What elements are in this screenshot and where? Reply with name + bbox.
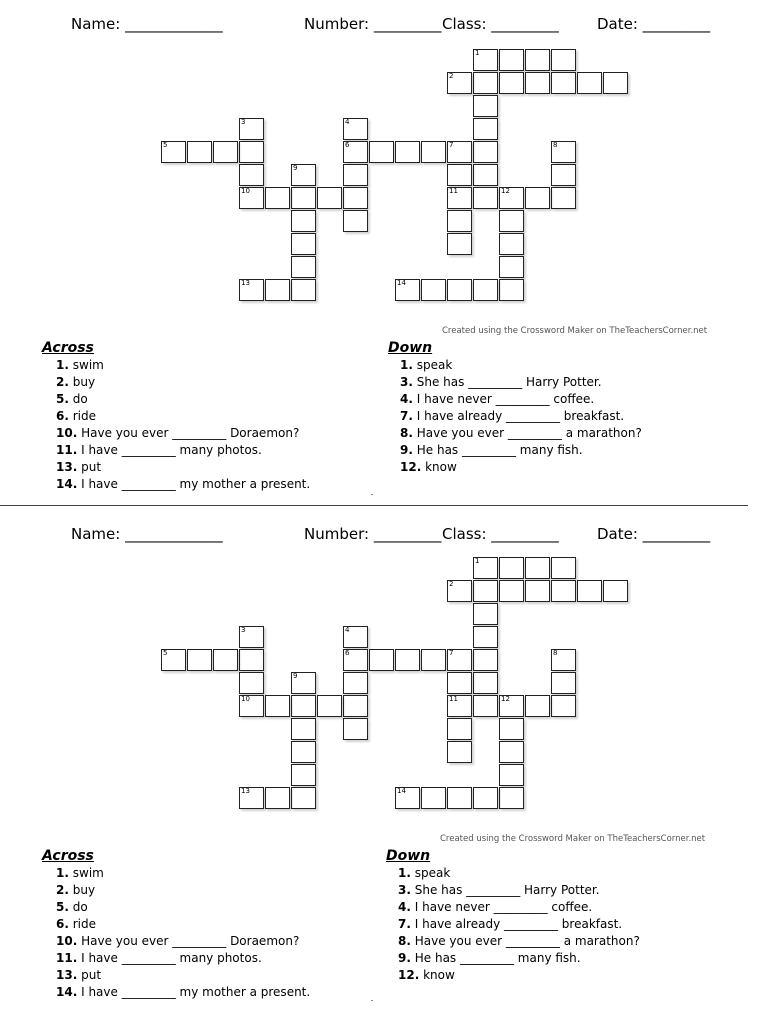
clue-item	[400, 375, 642, 392]
crossword-cell[interactable]	[551, 72, 576, 94]
crossword-cell[interactable]	[499, 210, 524, 232]
clue-number: 3.	[400, 375, 413, 389]
clue-number: 9.	[398, 951, 411, 965]
crossword-cell[interactable]	[343, 118, 368, 140]
crossword-cell[interactable]	[525, 49, 550, 71]
clue-item	[398, 951, 640, 968]
clue-item	[56, 951, 310, 968]
clue-text: buy	[72, 375, 96, 389]
clue-number: 2.	[56, 375, 69, 389]
clue-number: 10.	[56, 426, 78, 440]
clue-item	[398, 900, 640, 917]
clue-text: swim	[72, 358, 104, 372]
crossword-cell[interactable]	[421, 787, 446, 809]
cell-number: 9	[293, 164, 298, 172]
clue-text: Have you ever _________ a marathon?	[414, 934, 640, 948]
crossword-cell[interactable]	[525, 580, 550, 602]
crossword-cell[interactable]	[473, 787, 498, 809]
worksheet-bottom	[0, 510, 768, 1018]
clue-item	[400, 443, 642, 460]
cell-number: 13	[241, 279, 250, 287]
cell-number: 5	[163, 649, 168, 657]
crossword-cell[interactable]	[395, 787, 420, 809]
crossword-cell[interactable]	[343, 718, 368, 740]
clue-text: I have _________ many photos.	[81, 951, 262, 965]
crossword-cell[interactable]	[551, 49, 576, 71]
cell-number: 2	[449, 72, 454, 80]
clue-item	[56, 900, 310, 917]
cell-number: 12	[501, 695, 510, 703]
crossword-cell[interactable]	[317, 695, 342, 717]
clue-item	[400, 460, 642, 477]
crossword-cell[interactable]	[421, 141, 446, 163]
across-heading: Across	[42, 340, 94, 356]
crossword-cell[interactable]	[187, 141, 212, 163]
clue-item	[56, 409, 310, 426]
clue-text: swim	[72, 866, 104, 880]
crossword-cell[interactable]	[291, 233, 316, 255]
crossword-cell[interactable]	[343, 695, 368, 717]
clue-text: speak	[416, 358, 453, 372]
cell-number: 10	[241, 187, 250, 195]
crossword-cell[interactable]	[499, 695, 524, 717]
crossword-cell[interactable]	[577, 580, 602, 602]
number-field-label: Number: _________	[304, 15, 442, 33]
crossword-cell[interactable]	[421, 279, 446, 301]
stray-mark	[371, 1000, 373, 1001]
crossword-cell[interactable]	[473, 95, 498, 117]
across-clue-list	[56, 358, 310, 494]
cell-number: 1	[475, 557, 480, 565]
crossword-cell[interactable]	[499, 718, 524, 740]
crossword-cell[interactable]	[291, 210, 316, 232]
crossword-cell[interactable]	[447, 718, 472, 740]
crossword-grid	[0, 0, 768, 340]
crossword-cell[interactable]	[317, 187, 342, 209]
crossword-cell[interactable]	[291, 764, 316, 786]
clue-number: 13.	[56, 968, 78, 982]
crossword-cell[interactable]	[551, 187, 576, 209]
crossword-cell[interactable]	[551, 557, 576, 579]
crossword-cell[interactable]	[187, 649, 212, 671]
crossword-cell[interactable]	[603, 580, 628, 602]
across-clue-list	[56, 866, 310, 1002]
cut-line-divider	[0, 505, 748, 506]
clue-item	[56, 968, 310, 985]
clue-text: She has _________ Harry Potter.	[414, 883, 600, 897]
clue-item	[56, 477, 310, 494]
down-clue-list	[398, 866, 640, 985]
crossword-cell[interactable]	[291, 279, 316, 301]
clue-text: know	[423, 968, 455, 982]
crossword-cell[interactable]	[473, 164, 498, 186]
crossword-cell[interactable]	[447, 695, 472, 717]
crossword-cell[interactable]	[499, 279, 524, 301]
crossword-cell[interactable]	[369, 141, 394, 163]
crossword-cell[interactable]	[161, 649, 186, 671]
crossword-cell[interactable]	[499, 787, 524, 809]
clue-item	[56, 392, 310, 409]
crossword-cell[interactable]	[343, 626, 368, 648]
date-field-label: Date: _________	[597, 525, 711, 543]
date-field-label: Date: _________	[597, 15, 711, 33]
across-heading: Across	[42, 848, 94, 864]
clue-item	[398, 883, 640, 900]
crossword-cell[interactable]	[551, 695, 576, 717]
crossword-cell[interactable]	[239, 787, 264, 809]
crossword-cell[interactable]	[395, 141, 420, 163]
crossword-cell[interactable]	[291, 787, 316, 809]
clue-text: put	[81, 460, 102, 474]
cell-number: 2	[449, 580, 454, 588]
class-field-label: Class: _________	[442, 525, 559, 543]
crossword-cell[interactable]	[473, 557, 498, 579]
down-clue-list	[400, 358, 642, 477]
crossword-cell[interactable]	[447, 233, 472, 255]
crossword-cell[interactable]	[421, 649, 446, 671]
clue-number: 10.	[56, 934, 78, 948]
clue-item	[56, 375, 310, 392]
crossword-cell[interactable]	[213, 141, 238, 163]
clue-text: ride	[72, 409, 97, 423]
down-heading: Down	[388, 340, 433, 356]
down-heading: Down	[386, 848, 431, 864]
clue-text: I have _________ my mother a present.	[81, 477, 311, 491]
cell-number: 6	[345, 141, 350, 149]
clue-item	[56, 443, 310, 460]
cell-number: 3	[241, 626, 246, 634]
crossword-cell[interactable]	[239, 672, 264, 694]
clue-number: 12.	[398, 968, 420, 982]
name-field-label: Name: _____________	[71, 525, 223, 543]
crossword-cell[interactable]	[551, 141, 576, 163]
clue-text: I have _________ my mother a present.	[81, 985, 311, 999]
crossword-cell[interactable]	[447, 72, 472, 94]
crossword-cell[interactable]	[447, 649, 472, 671]
crossword-cell[interactable]	[499, 72, 524, 94]
credit-line: Created using the Crossword Maker on TheTeachersCorner.net	[442, 326, 708, 336]
clue-text: I have never _________ coffee.	[414, 900, 593, 914]
clue-text: do	[72, 392, 88, 406]
crossword-cell[interactable]	[239, 164, 264, 186]
crossword-cell[interactable]	[239, 649, 264, 671]
clue-item	[56, 426, 310, 443]
cell-number: 4	[345, 626, 350, 634]
cell-number: 6	[345, 649, 350, 657]
clue-number: 3.	[398, 883, 411, 897]
class-field-label: Class: _________	[442, 15, 559, 33]
crossword-cell[interactable]	[499, 580, 524, 602]
cell-number: 14	[397, 787, 406, 795]
crossword-cell[interactable]	[499, 557, 524, 579]
crossword-cell[interactable]	[291, 187, 316, 209]
clue-number: 1.	[400, 358, 413, 372]
crossword-cell[interactable]	[343, 187, 368, 209]
crossword-cell[interactable]	[161, 141, 186, 163]
clue-text: I have _________ many photos.	[81, 443, 262, 457]
clue-text: I have never _________ coffee.	[416, 392, 595, 406]
clue-text: I have already _________ breakfast.	[414, 917, 623, 931]
clue-text: He has _________ many fish.	[416, 443, 583, 457]
crossword-cell[interactable]	[499, 764, 524, 786]
clue-item	[398, 934, 640, 951]
crossword-cell[interactable]	[291, 256, 316, 278]
crossword-cell[interactable]	[447, 187, 472, 209]
clue-number: 14.	[56, 985, 78, 999]
crossword-cell[interactable]	[473, 649, 498, 671]
clue-item	[56, 985, 310, 1002]
cell-number: 5	[163, 141, 168, 149]
crossword-cell[interactable]	[473, 72, 498, 94]
crossword-cell[interactable]	[551, 164, 576, 186]
crossword-cell[interactable]	[551, 580, 576, 602]
crossword-cell[interactable]	[473, 580, 498, 602]
clue-item	[56, 866, 310, 883]
clue-number: 11.	[56, 951, 78, 965]
clue-text: put	[81, 968, 102, 982]
crossword-cell[interactable]	[447, 141, 472, 163]
clue-number: 12.	[400, 460, 422, 474]
crossword-cell[interactable]	[369, 649, 394, 671]
crossword-cell[interactable]	[525, 72, 550, 94]
crossword-cell[interactable]	[447, 279, 472, 301]
crossword-cell[interactable]	[239, 626, 264, 648]
crossword-cell[interactable]	[239, 279, 264, 301]
crossword-grid	[0, 510, 768, 850]
crossword-cell[interactable]	[447, 741, 472, 763]
clue-number: 5.	[56, 392, 69, 406]
crossword-cell[interactable]	[499, 187, 524, 209]
cell-number: 11	[449, 695, 458, 703]
cell-number: 3	[241, 118, 246, 126]
crossword-cell[interactable]	[525, 557, 550, 579]
crossword-cell[interactable]	[447, 787, 472, 809]
clue-item	[398, 866, 640, 883]
cell-number: 13	[241, 787, 250, 795]
crossword-cell[interactable]	[265, 187, 290, 209]
clue-item	[400, 409, 642, 426]
crossword-cell[interactable]	[447, 210, 472, 232]
cell-number: 4	[345, 118, 350, 126]
crossword-cell[interactable]	[343, 141, 368, 163]
crossword-cell[interactable]	[525, 695, 550, 717]
crossword-cell[interactable]	[447, 672, 472, 694]
clue-number: 8.	[400, 426, 413, 440]
crossword-cell[interactable]	[499, 233, 524, 255]
crossword-cell[interactable]	[473, 141, 498, 163]
clue-number: 14.	[56, 477, 78, 491]
number-field-label: Number: _________	[304, 525, 442, 543]
crossword-cell[interactable]	[343, 210, 368, 232]
clue-text: He has _________ many fish.	[414, 951, 581, 965]
clue-item	[56, 460, 310, 477]
crossword-cell[interactable]	[473, 672, 498, 694]
crossword-cell[interactable]	[473, 279, 498, 301]
clue-number: 13.	[56, 460, 78, 474]
crossword-cell[interactable]	[499, 741, 524, 763]
cell-number: 9	[293, 672, 298, 680]
crossword-cell[interactable]	[499, 49, 524, 71]
clue-item	[400, 392, 642, 409]
cell-number: 10	[241, 695, 250, 703]
clue-text: She has _________ Harry Potter.	[416, 375, 602, 389]
clue-number: 4.	[400, 392, 413, 406]
crossword-cell[interactable]	[499, 256, 524, 278]
crossword-cell[interactable]	[291, 741, 316, 763]
crossword-cell[interactable]	[447, 164, 472, 186]
credit-line: Created using the Crossword Maker on TheTeachersCorner.net	[440, 834, 706, 844]
crossword-cell[interactable]	[239, 695, 264, 717]
clue-number: 1.	[56, 358, 69, 372]
crossword-cell[interactable]	[239, 118, 264, 140]
clue-text: speak	[414, 866, 451, 880]
clue-number: 7.	[400, 409, 413, 423]
clue-text: do	[72, 900, 88, 914]
crossword-cell[interactable]	[291, 672, 316, 694]
name-field-label: Name: _____________	[71, 15, 223, 33]
crossword-cell[interactable]	[551, 672, 576, 694]
crossword-cell[interactable]	[473, 603, 498, 625]
cell-number: 1	[475, 49, 480, 57]
clue-number: 9.	[400, 443, 413, 457]
crossword-cell[interactable]	[291, 718, 316, 740]
crossword-cell[interactable]	[473, 49, 498, 71]
stray-mark	[371, 494, 373, 495]
worksheet-top	[0, 0, 768, 508]
clue-number: 1.	[398, 866, 411, 880]
clue-item	[56, 358, 310, 375]
crossword-cell[interactable]	[291, 164, 316, 186]
clue-number: 7.	[398, 917, 411, 931]
cell-number: 11	[449, 187, 458, 195]
clue-text: Have you ever _________ Doraemon?	[81, 934, 300, 948]
crossword-cell[interactable]	[473, 187, 498, 209]
clue-number: 6.	[56, 409, 69, 423]
crossword-cell[interactable]	[447, 580, 472, 602]
cell-number: 12	[501, 187, 510, 195]
clue-text: I have already _________ breakfast.	[416, 409, 625, 423]
crossword-cell[interactable]	[603, 72, 628, 94]
clue-item	[398, 968, 640, 985]
clue-number: 11.	[56, 443, 78, 457]
crossword-cell[interactable]	[577, 72, 602, 94]
cell-number: 7	[449, 649, 454, 657]
clue-number: 1.	[56, 866, 69, 880]
clue-number: 5.	[56, 900, 69, 914]
cell-number: 8	[553, 141, 558, 149]
cell-number: 7	[449, 141, 454, 149]
clue-item	[398, 917, 640, 934]
crossword-cell[interactable]	[213, 649, 238, 671]
cell-number: 8	[553, 649, 558, 657]
clue-number: 2.	[56, 883, 69, 897]
crossword-cell[interactable]	[473, 118, 498, 140]
clue-item	[56, 883, 310, 900]
crossword-cell[interactable]	[551, 649, 576, 671]
clue-text: Have you ever _________ a marathon?	[416, 426, 642, 440]
crossword-cell[interactable]	[265, 279, 290, 301]
cell-number: 14	[397, 279, 406, 287]
clue-item	[56, 917, 310, 934]
crossword-cell[interactable]	[395, 649, 420, 671]
crossword-cell[interactable]	[265, 787, 290, 809]
clue-text: Have you ever _________ Doraemon?	[81, 426, 300, 440]
clue-item	[400, 358, 642, 375]
clue-item	[400, 426, 642, 443]
clue-item	[56, 934, 310, 951]
clue-text: ride	[72, 917, 97, 931]
crossword-cell[interactable]	[265, 695, 290, 717]
clue-number: 8.	[398, 934, 411, 948]
crossword-cell[interactable]	[343, 672, 368, 694]
crossword-cell[interactable]	[291, 695, 316, 717]
clue-text: buy	[72, 883, 96, 897]
crossword-cell[interactable]	[525, 187, 550, 209]
crossword-cell[interactable]	[473, 626, 498, 648]
crossword-cell[interactable]	[343, 649, 368, 671]
clue-text: know	[425, 460, 457, 474]
crossword-cell[interactable]	[473, 695, 498, 717]
crossword-cell[interactable]	[239, 141, 264, 163]
crossword-cell[interactable]	[395, 279, 420, 301]
clue-number: 6.	[56, 917, 69, 931]
clue-number: 4.	[398, 900, 411, 914]
crossword-cell[interactable]	[239, 187, 264, 209]
crossword-cell[interactable]	[343, 164, 368, 186]
